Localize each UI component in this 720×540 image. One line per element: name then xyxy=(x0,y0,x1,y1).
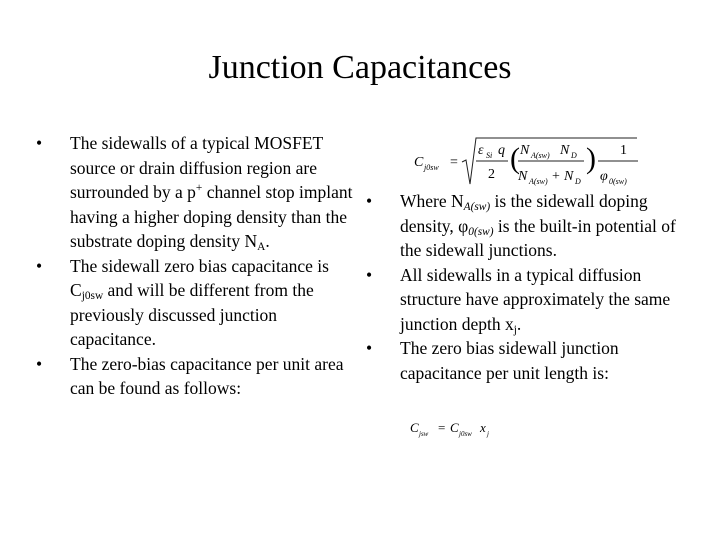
svg-text:j: j xyxy=(487,430,489,438)
right-bullet-3: • The zero bias sidewall junction capacitance per unit length is: xyxy=(366,338,619,383)
svg-text:N: N xyxy=(560,143,570,158)
svg-text:ε: ε xyxy=(478,143,484,158)
svg-text:A(sw): A(sw) xyxy=(529,177,548,186)
left-column xyxy=(36,131,356,401)
svg-text:1: 1 xyxy=(620,143,627,158)
svg-text:Si: Si xyxy=(486,151,493,160)
svg-text:j0sw: j0sw xyxy=(459,430,472,438)
svg-text:=: = xyxy=(450,155,458,170)
bullet-marker: • xyxy=(36,133,43,153)
sidewall-capacitance-equation xyxy=(412,134,682,192)
right-bullet-1: • Where $N_{A(sw)}$ is the sidewall doping density, $\varphi_{0(sw)}$ is the built-in potential of the sidewall junctions. xyxy=(366,191,676,260)
svg-text:+: + xyxy=(552,169,560,184)
svg-text:): ) xyxy=(586,142,596,175)
left-bullet-2: • The sidewall zero bias capacitance is $C_{j0sw}$ and will be different from the previously discussed junction capacitance. xyxy=(36,255,329,349)
svg-text:=: = xyxy=(438,420,446,435)
sidewall-per-length-equation xyxy=(408,418,508,440)
svg-text:N: N xyxy=(518,169,528,184)
left-bullet-3: • The zero-bias capacitance per unit area can be found as follows: xyxy=(36,353,344,398)
svg-text:C: C xyxy=(414,155,424,170)
bullet-marker: • xyxy=(366,191,373,211)
svg-text:φ: φ xyxy=(600,169,608,184)
svg-text:N: N xyxy=(520,143,530,158)
svg-text:D: D xyxy=(575,177,581,186)
bullet-marker: • xyxy=(366,264,373,285)
bullet-marker: • xyxy=(366,338,373,358)
bullet-marker: • xyxy=(36,353,43,374)
svg-text:(: ( xyxy=(510,142,520,175)
svg-text:0(sw): 0(sw) xyxy=(609,177,627,186)
right-bullet-2: • All sidewalls in a typical diffusion structure have approximately the same junction depth $x_j$. xyxy=(366,264,671,336)
svg-text:N: N xyxy=(564,169,574,184)
bullet-marker: • xyxy=(36,255,43,276)
right-column xyxy=(366,189,682,385)
slide-title: Junction Capacitances xyxy=(208,49,512,86)
svg-text:x: x xyxy=(480,420,486,435)
svg-text:jsw: jsw xyxy=(419,430,429,438)
svg-text:q: q xyxy=(498,143,505,158)
svg-text:j0sw: j0sw xyxy=(424,163,439,172)
svg-text:D: D xyxy=(571,151,577,160)
svg-text:A(sw): A(sw) xyxy=(531,151,550,160)
svg-text:2: 2 xyxy=(488,167,495,182)
svg-text:C: C xyxy=(450,420,459,435)
svg-text:C: C xyxy=(410,420,419,435)
left-bullet-1: • The sidewalls of a typical MOSFET source or drain diffusion region are surrounded by a p+ channel stop implant having a higher doping density than the substrate doping density $N_A$. xyxy=(36,133,353,253)
